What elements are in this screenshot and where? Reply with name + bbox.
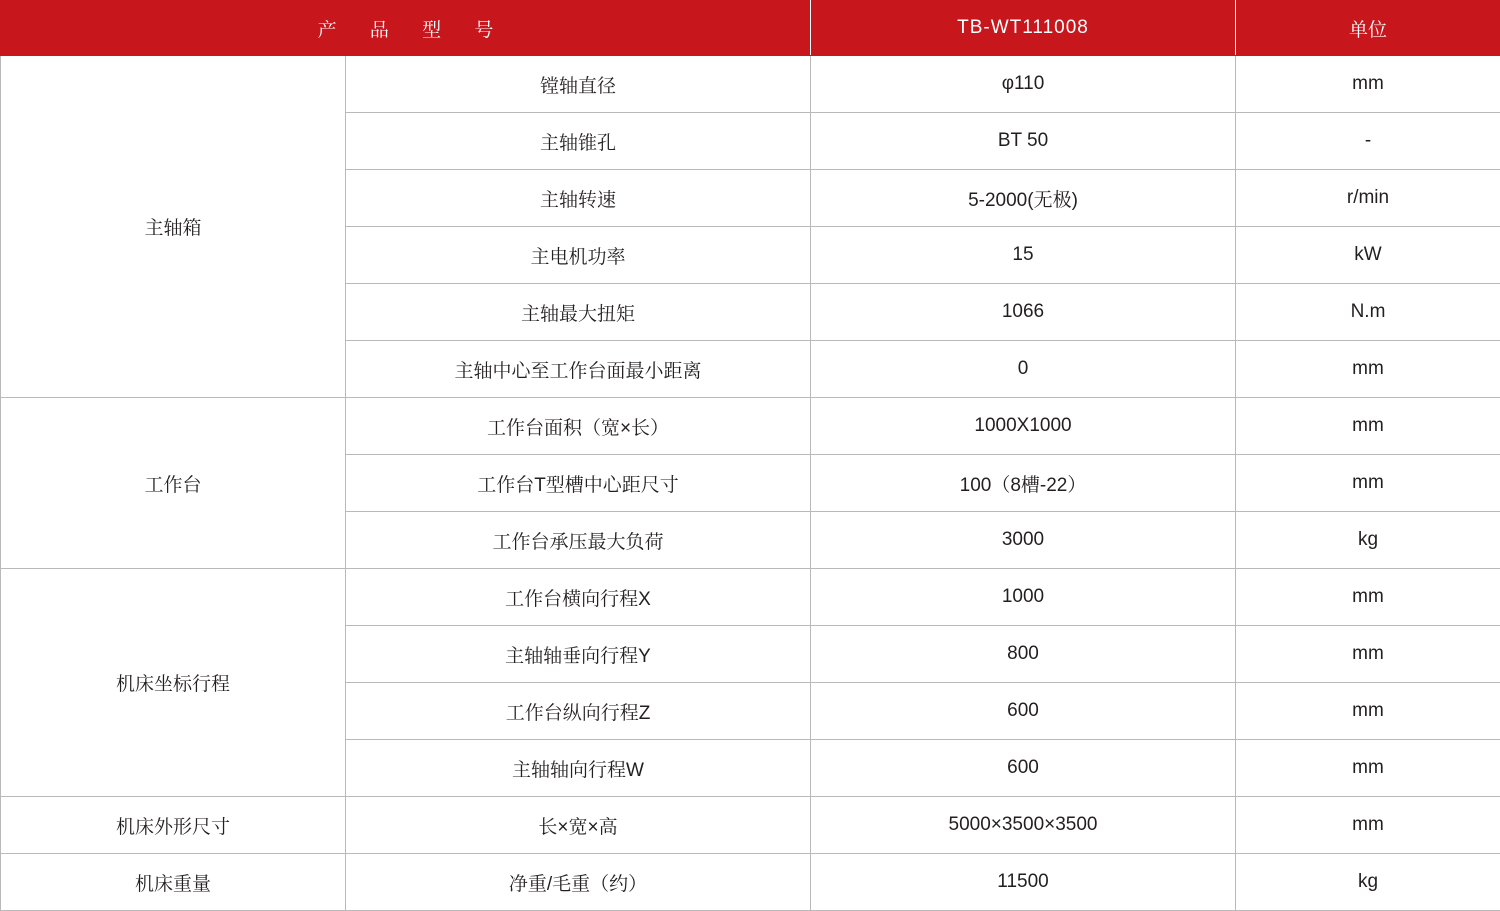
- spec-unit: kg: [1236, 512, 1500, 569]
- spec-unit: N.m: [1236, 284, 1500, 341]
- spec-value: 100（8槽-22）: [811, 455, 1236, 512]
- spec-value: 600: [811, 740, 1236, 797]
- table-row: [1, 398, 1500, 455]
- spec-item: 主轴转速: [346, 170, 811, 227]
- group-label-spindle-box: 主轴箱: [1, 56, 346, 398]
- spec-value: 5-2000(无极): [811, 170, 1236, 227]
- spec-item: 工作台承压最大负荷: [346, 512, 811, 569]
- spec-value: 1066: [811, 284, 1236, 341]
- table-header: [1, 1, 1500, 56]
- spec-unit: -: [1236, 113, 1500, 170]
- spec-item: 工作台横向行程X: [346, 569, 811, 626]
- header-row: [1, 1, 1500, 56]
- spec-unit: mm: [1236, 683, 1500, 740]
- spec-item: 镗轴直径: [346, 56, 811, 113]
- spec-item: 长×宽×高: [346, 797, 811, 854]
- header-model-value: TB-WT111008: [811, 1, 1236, 56]
- spec-value: 800: [811, 626, 1236, 683]
- spec-item: 净重/毛重（约）: [346, 854, 811, 911]
- spec-value: 600: [811, 683, 1236, 740]
- spec-value: 15: [811, 227, 1236, 284]
- header-unit-label: 单位: [1236, 1, 1500, 56]
- spec-item: 主电机功率: [346, 227, 811, 284]
- spec-value: 0: [811, 341, 1236, 398]
- spec-item: 主轴最大扭矩: [346, 284, 811, 341]
- spec-unit: mm: [1236, 398, 1500, 455]
- header-product-model-label: 产 品 型 号: [1, 1, 811, 56]
- spec-value: 1000X1000: [811, 398, 1236, 455]
- spec-item: 主轴锥孔: [346, 113, 811, 170]
- spec-unit: kg: [1236, 854, 1500, 911]
- spec-item: 工作台纵向行程Z: [346, 683, 811, 740]
- spec-value: φ110: [811, 56, 1236, 113]
- spec-item: 工作台T型槽中心距尺寸: [346, 455, 811, 512]
- spec-unit: mm: [1236, 569, 1500, 626]
- spec-value: 5000×3500×3500: [811, 797, 1236, 854]
- spec-value: 11500: [811, 854, 1236, 911]
- spec-unit: mm: [1236, 797, 1500, 854]
- table-row: [1, 56, 1500, 113]
- spec-unit: mm: [1236, 455, 1500, 512]
- spec-value: 1000: [811, 569, 1236, 626]
- spec-unit: mm: [1236, 341, 1500, 398]
- spec-unit: kW: [1236, 227, 1500, 284]
- spec-unit: mm: [1236, 56, 1500, 113]
- table-row: [1, 569, 1500, 626]
- group-label-machine-dimensions: 机床外形尺寸: [1, 797, 346, 854]
- spec-value: BT 50: [811, 113, 1236, 170]
- group-label-machine-weight: 机床重量: [1, 854, 346, 911]
- spec-item: 工作台面积（宽×长）: [346, 398, 811, 455]
- spec-unit: mm: [1236, 626, 1500, 683]
- spec-value: 3000: [811, 512, 1236, 569]
- table-body: [1, 56, 1500, 911]
- spec-item: 主轴轴垂向行程Y: [346, 626, 811, 683]
- spec-unit: mm: [1236, 740, 1500, 797]
- spec-item: 主轴中心至工作台面最小距离: [346, 341, 811, 398]
- spec-unit: r/min: [1236, 170, 1500, 227]
- group-label-axis-travel: 机床坐标行程: [1, 569, 346, 797]
- group-label-worktable: 工作台: [1, 398, 346, 569]
- table-row: [1, 797, 1500, 854]
- spec-item: 主轴轴向行程W: [346, 740, 811, 797]
- table-row: [1, 854, 1500, 911]
